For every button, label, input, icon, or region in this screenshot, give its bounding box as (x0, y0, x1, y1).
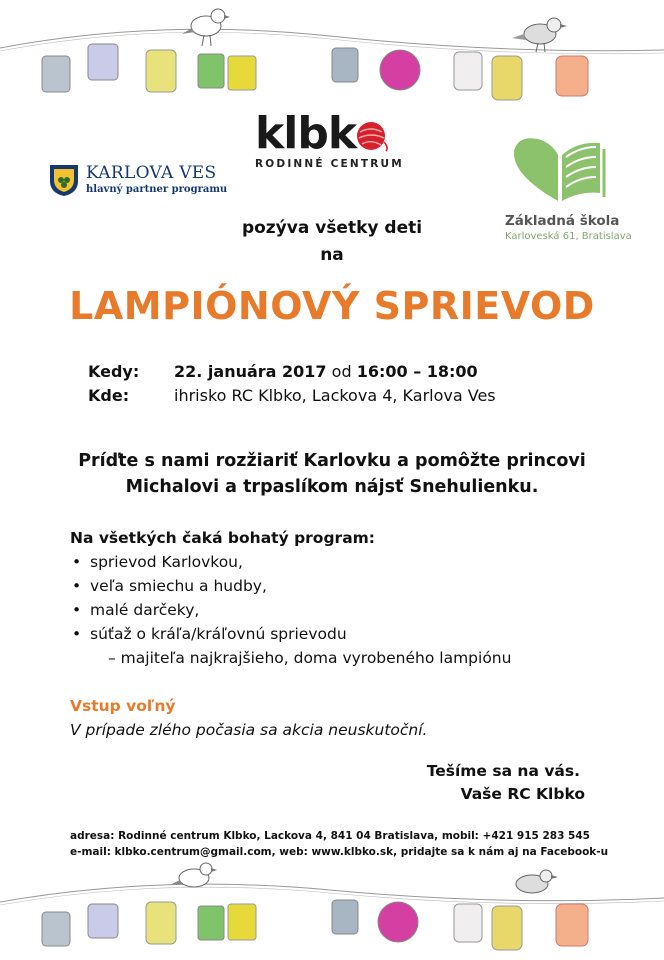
bird-icon (516, 870, 558, 893)
program-item: • súťaž o kráľa/kráľovnú sprievodu (70, 622, 511, 646)
footer-address: adresa: Rodinné centrum Klbko, Lackova 4, 841 04 Bratislava, mobil: +421 915 283 545 (70, 830, 590, 842)
lantern-garland-bottom (0, 860, 664, 960)
signature-line-2: Vaše RC Klbko (460, 785, 585, 803)
bird-icon (512, 18, 567, 52)
program-item: • veľa smiechu a hudby, (70, 574, 511, 598)
program-item: • sprievod Karlovkou, (70, 550, 511, 574)
karlova-ves-tagline: hlavný partner programu (86, 184, 228, 195)
footer-contacts: e-mail: klbko.centrum@gmail.com, web: www.klbko.sk, pridajte sa k nám aj na Facebook-u (70, 846, 609, 858)
info-where (88, 386, 496, 410)
lantern-icon (42, 900, 588, 950)
when-label: Kedy: (88, 362, 140, 381)
weather-note: V prípade zlého počasia sa akcia neuskutoční. (70, 721, 428, 739)
entry-heading: Vstup voľný (70, 697, 176, 715)
klbko-logo-subtitle: RODINNÉ CENTRUM (255, 158, 404, 170)
yarn-ball-icon (356, 120, 390, 152)
when-mid: od (326, 362, 357, 381)
info-when (88, 362, 496, 386)
event-title: LAMPIÓNOVÝ SPRIEVOD (69, 284, 595, 328)
karlova-ves-crest-icon (48, 163, 80, 197)
program-item: • malé darčeky, (70, 598, 511, 622)
when-date: 22. januára 2017 (174, 362, 327, 381)
bird-icon (182, 9, 230, 46)
karlova-ves-name: KARLOVA VES (86, 163, 217, 183)
entry-info (70, 694, 427, 742)
invitation-text (0, 448, 664, 500)
when-time: 16:00 – 18:00 (356, 362, 478, 381)
bird-icon (170, 863, 217, 887)
school-name: Základná škola (505, 213, 620, 229)
invitation-line-1: Príďte s nami rozžiariť Karlovku a pomôžte princovi (78, 451, 586, 471)
invitation-line-2: Michalovi a trpaslíkom nájsť Snehulienku. (125, 477, 539, 497)
where-label: Kde: (88, 386, 130, 405)
event-info (88, 362, 496, 410)
heart-book-icon (508, 135, 618, 205)
where-value: ihrisko RC Klbko, Lackova 4, Karlova Ves (174, 386, 496, 405)
signature-line-1: Tešíme sa na vás. (426, 762, 580, 780)
karlova-ves-logo (48, 163, 228, 199)
invite-line-2: na (320, 245, 344, 265)
school-address: Karloveská 61, Bratislava (505, 231, 632, 242)
contact-footer (70, 828, 608, 860)
klbko-logo-word: klbk (255, 108, 357, 159)
program-heading: Na všetkých čaká bohatý program: (70, 529, 376, 547)
program-sub-item: – majiteľa najkrajšieho, doma vyrobeného lampiónu (108, 649, 512, 667)
invite-line-1: pozýva všetky deti (241, 218, 423, 238)
klbko-logo (255, 108, 415, 174)
program-list (70, 526, 511, 670)
lantern-icon (42, 44, 588, 100)
